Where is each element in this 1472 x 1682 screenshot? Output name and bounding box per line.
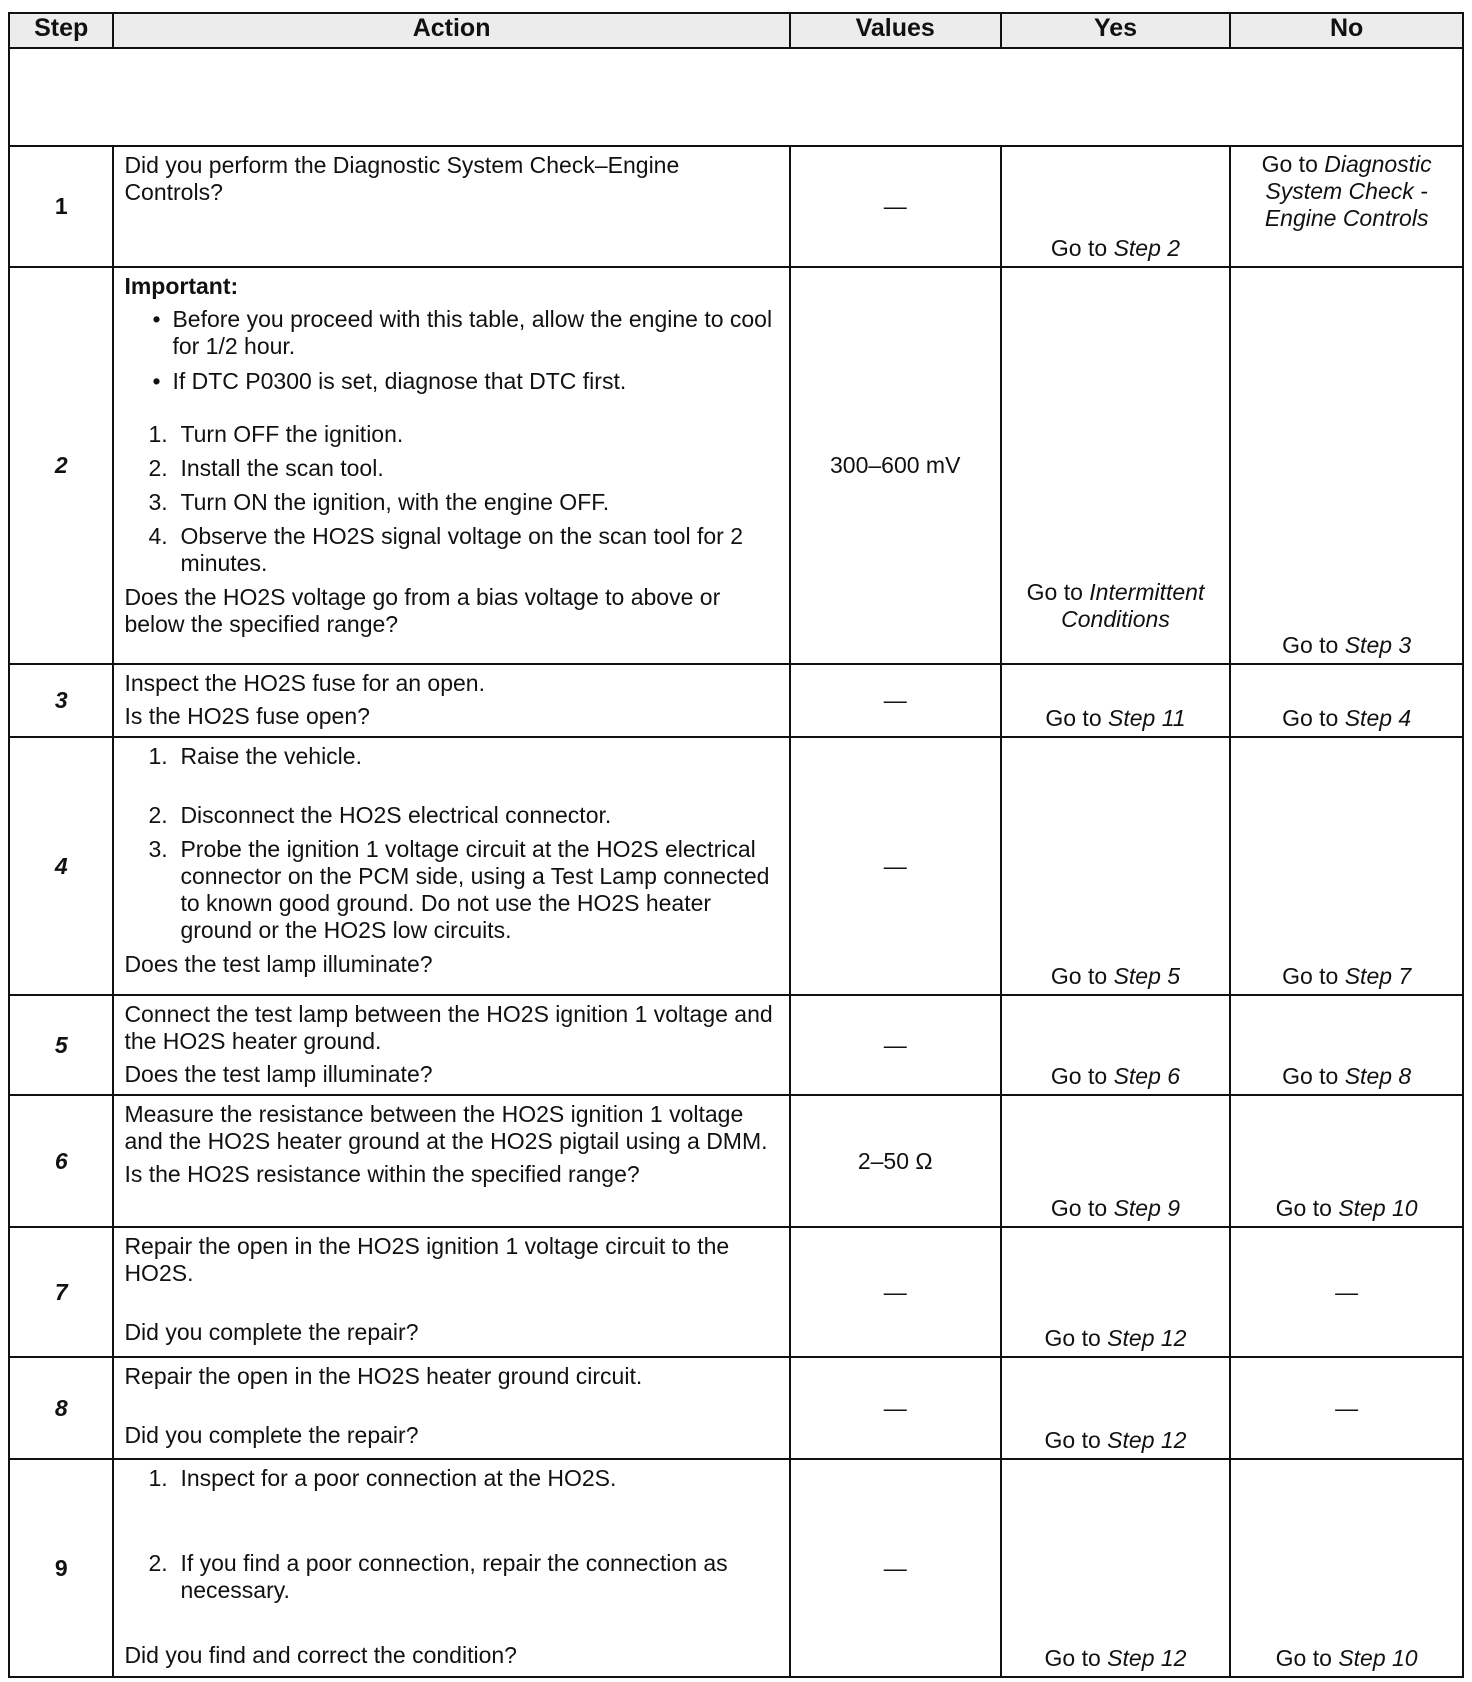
value-cell	[790, 1227, 1001, 1357]
yes-prefix: Go to	[1026, 579, 1090, 605]
header-yes: Yes	[1001, 13, 1231, 48]
question-text: Is the HO2S fuse open?	[124, 703, 370, 729]
step-number: 6	[9, 1095, 113, 1227]
item-number: 2.	[148, 1550, 168, 1576]
action-cell	[113, 267, 789, 664]
question-text: Did you complete the repair?	[124, 1319, 419, 1345]
no-prefix: Go to	[1275, 1195, 1339, 1221]
value-cell	[790, 267, 1001, 664]
diagnostic-table	[8, 12, 1464, 1678]
action-text: Inspect the HO2S fuse for an open.	[124, 670, 485, 696]
list-item: • Before you proceed with this table, allow the engine to cool for 1/2 hour.	[148, 306, 778, 360]
action-text: Connect the test lamp between the HO2S ignition 1 voltage and the HO2S heater ground.	[124, 1001, 773, 1054]
step-number: 7	[9, 1227, 113, 1357]
no-cell	[1230, 1227, 1463, 1357]
yes-prefix: Go to	[1044, 1325, 1108, 1351]
question-text: Does the HO2S voltage go from a bias voltage to above or below the specified range?	[124, 584, 721, 637]
value-dash: —	[883, 1394, 907, 1421]
value-cell	[790, 1459, 1001, 1677]
no-cell	[1230, 1095, 1463, 1227]
value-text: 2–50 Ω	[857, 1147, 933, 1174]
no-prefix: Go to	[1261, 151, 1325, 177]
step-number: 2	[9, 267, 113, 664]
step-number: 1	[9, 146, 113, 267]
yes-cell	[1001, 1227, 1231, 1357]
item-number: 3.	[148, 489, 168, 515]
list-item	[148, 455, 778, 482]
diagnostic-table-page	[8, 12, 1464, 1678]
yes-link[interactable]: Step 2	[1113, 235, 1181, 261]
no-prefix: Go to	[1282, 632, 1345, 658]
no-prefix: Go to	[1282, 963, 1345, 989]
question-text: Did you find and correct the condition?	[124, 1642, 517, 1668]
yes-link[interactable]: Intermittent Conditions	[1061, 579, 1205, 632]
table-row	[9, 1095, 1463, 1227]
yes-cell	[1001, 267, 1231, 664]
yes-prefix: Go to	[1044, 1645, 1108, 1671]
item-number: 1.	[148, 743, 168, 769]
step-number: 9	[9, 1459, 113, 1677]
value-cell	[790, 146, 1001, 267]
no-link[interactable]: Step 3	[1344, 632, 1412, 658]
table-row	[9, 1459, 1463, 1677]
value-dash: —	[883, 852, 907, 879]
no-cell	[1230, 664, 1463, 737]
value-dash: —	[883, 1554, 907, 1581]
header-action: Action	[113, 13, 789, 48]
item-text: Probe the ignition 1 voltage circuit at the HO2S electrical connector on the PCM side, using a Test Lamp connected to known good ground. Do not use the HO2S heater ground or the HO2S low circuits.	[180, 836, 770, 943]
important-list	[124, 306, 778, 395]
action-cell	[113, 664, 789, 737]
no-link[interactable]: Step 7	[1344, 963, 1412, 989]
header-values: Values	[790, 13, 1001, 48]
procedure-list	[124, 1465, 778, 1604]
item-text: Raise the vehicle.	[180, 743, 362, 769]
no-link[interactable]: Step 10	[1338, 1195, 1418, 1221]
value-cell	[790, 1095, 1001, 1227]
item-text: Observe the HO2S signal voltage on the scan tool for 2 minutes.	[180, 523, 743, 576]
list-item	[148, 523, 778, 577]
action-cell	[113, 737, 789, 995]
important-label: Important:	[124, 273, 239, 299]
value-cell	[790, 1357, 1001, 1459]
step-number: 3	[9, 664, 113, 737]
action-cell	[113, 1227, 789, 1357]
no-cell	[1230, 737, 1463, 995]
action-text: Repair the open in the HO2S heater ground circuit.	[124, 1363, 643, 1389]
yes-link[interactable]: Step 11	[1108, 705, 1186, 731]
item-number: 2.	[148, 455, 168, 481]
yes-prefix: Go to	[1050, 1063, 1114, 1089]
blank-cell	[9, 48, 1463, 146]
question-text: Does the test lamp illuminate?	[124, 1061, 433, 1087]
no-link[interactable]: Step 10	[1338, 1645, 1418, 1671]
table-row	[9, 1227, 1463, 1357]
yes-link[interactable]: Step 9	[1113, 1195, 1181, 1221]
yes-prefix: Go to	[1050, 235, 1114, 261]
table-row	[9, 995, 1463, 1095]
value-dash: —	[883, 193, 907, 219]
item-text: If you find a poor connection, repair the connection as necessary.	[180, 1550, 728, 1603]
no-cell	[1230, 1357, 1463, 1459]
question-text: Does the test lamp illuminate?	[124, 951, 433, 977]
no-cell	[1230, 1459, 1463, 1677]
list-item	[148, 1550, 778, 1604]
procedure-list	[124, 743, 778, 944]
action-cell	[113, 1095, 789, 1227]
item-number: 2.	[148, 802, 168, 828]
no-cell	[1230, 267, 1463, 664]
yes-link[interactable]: Step 5	[1113, 963, 1181, 989]
step-number: 5	[9, 995, 113, 1095]
value-cell	[790, 664, 1001, 737]
list-item	[148, 421, 778, 448]
yes-link[interactable]: Step 6	[1113, 1063, 1181, 1089]
yes-prefix: Go to	[1050, 1195, 1114, 1221]
value-cell	[790, 737, 1001, 995]
item-text: Install the scan tool.	[180, 455, 384, 481]
yes-link[interactable]: Step 12	[1107, 1325, 1187, 1351]
list-item: • If DTC P0300 is set, diagnose that DTC first.	[148, 368, 778, 395]
yes-link[interactable]: Step 12	[1107, 1427, 1187, 1453]
no-dash: —	[1335, 1394, 1359, 1421]
value-dash: —	[883, 687, 907, 713]
no-prefix: Go to	[1275, 1645, 1339, 1671]
no-dash: —	[1335, 1278, 1359, 1305]
procedure-list	[124, 421, 778, 577]
item-text: Turn ON the ignition, with the engine OFF.	[180, 489, 610, 515]
item-number: 3.	[148, 836, 168, 862]
value-text: 300–600 mV	[830, 452, 961, 478]
item-number: 1.	[148, 421, 168, 447]
table-row	[9, 267, 1463, 664]
question-text: Is the HO2S resistance within the specified range?	[124, 1161, 640, 1187]
list-item	[148, 802, 778, 829]
yes-prefix: Go to	[1050, 963, 1114, 989]
list-item	[148, 489, 778, 516]
no-link[interactable]: Diagnostic System Check - Engine Controls	[1264, 151, 1432, 231]
yes-cell	[1001, 146, 1231, 267]
yes-prefix: Go to	[1044, 1427, 1108, 1453]
action-cell	[113, 1357, 789, 1459]
item-number: 1.	[148, 1465, 168, 1491]
action-text: Repair the open in the HO2S ignition 1 voltage circuit to the HO2S.	[124, 1233, 730, 1286]
yes-cell	[1001, 1095, 1231, 1227]
action-text: Did you perform the Diagnostic System Check–Engine Controls?	[124, 152, 680, 205]
header-row	[9, 13, 1463, 48]
no-cell	[1230, 146, 1463, 267]
value-dash: —	[883, 1031, 907, 1058]
action-cell	[113, 995, 789, 1095]
action-cell	[113, 146, 789, 267]
question-text: Did you complete the repair?	[124, 1422, 419, 1448]
item-text: Turn OFF the ignition.	[180, 421, 404, 447]
action-text: Measure the resistance between the HO2S ignition 1 voltage and the HO2S heater ground at the HO2S pigtail using a DMM.	[124, 1101, 768, 1154]
no-link[interactable]: Step 4	[1344, 705, 1412, 731]
yes-prefix: Go to	[1045, 705, 1109, 731]
value-cell	[790, 995, 1001, 1095]
header-no: No	[1230, 13, 1463, 48]
yes-cell	[1001, 664, 1231, 737]
table-row	[9, 664, 1463, 737]
action-cell	[113, 1459, 789, 1677]
yes-cell	[1001, 1357, 1231, 1459]
list-item	[148, 743, 778, 770]
table-row	[9, 1357, 1463, 1459]
no-link[interactable]: Step 8	[1344, 1063, 1412, 1089]
list-item	[148, 1465, 778, 1492]
yes-cell	[1001, 737, 1231, 995]
value-dash: —	[883, 1278, 907, 1305]
table-row	[9, 146, 1463, 267]
step-number: 4	[9, 737, 113, 995]
yes-link[interactable]: Step 12	[1107, 1645, 1187, 1671]
step-number: 8	[9, 1357, 113, 1459]
no-prefix: Go to	[1282, 1063, 1345, 1089]
item-text: Disconnect the HO2S electrical connector.	[180, 802, 612, 828]
header-step: Step	[9, 13, 113, 48]
item-text: Inspect for a poor connection at the HO2S.	[180, 1465, 617, 1491]
no-prefix: Go to	[1282, 705, 1345, 731]
blank-row	[9, 48, 1463, 146]
item-number: 4.	[148, 523, 168, 549]
yes-cell	[1001, 995, 1231, 1095]
table-row	[9, 737, 1463, 995]
list-item	[148, 836, 778, 944]
no-cell	[1230, 995, 1463, 1095]
yes-cell	[1001, 1459, 1231, 1677]
